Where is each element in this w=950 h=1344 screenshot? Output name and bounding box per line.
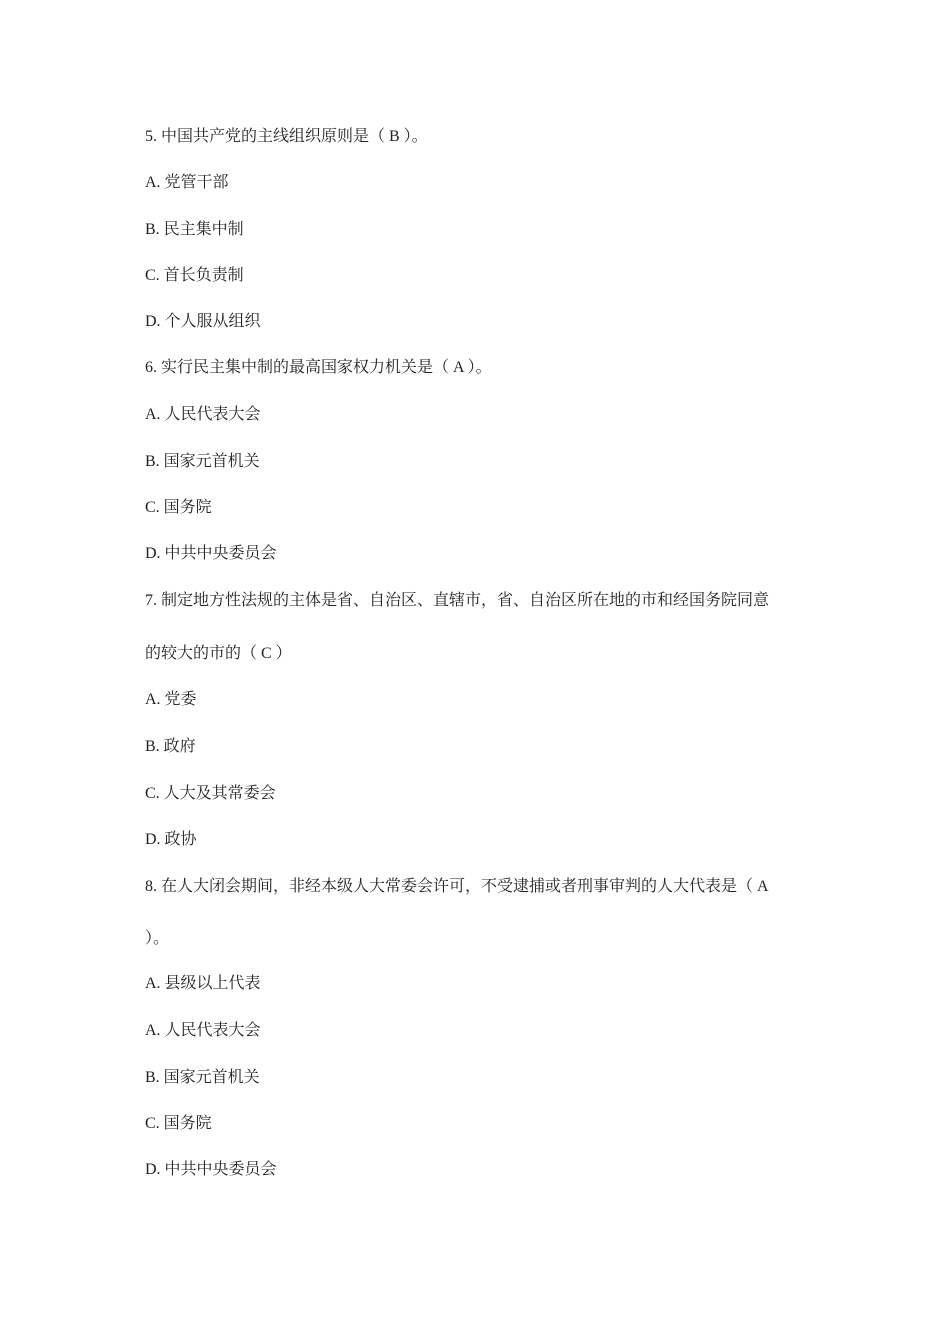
question-7-text-line-2: 的较大的市的（ C ） bbox=[145, 645, 292, 662]
question-5-text: 5. 中国共产党的主线组织原则是（ B ）。 bbox=[145, 128, 428, 145]
question-6-option-b: B. 国家元首机关 bbox=[145, 453, 260, 470]
question-5-option-d: D. 个人服从组织 bbox=[145, 313, 261, 330]
question-6-option-d: D. 中共中央委员会 bbox=[145, 545, 277, 562]
question-7-option-c: C. 人大及其常委会 bbox=[145, 785, 276, 802]
question-5-option-a: A. 党管干部 bbox=[145, 174, 229, 191]
question-6-option-a: A. 人民代表大会 bbox=[145, 406, 261, 423]
question-7-text-line-1: 7. 制定地方性法规的主体是省、自治区、直辖市，省、自治区所在地的市和经国务院同意 bbox=[145, 592, 770, 609]
question-5-option-c: C. 首长负责制 bbox=[145, 267, 244, 284]
question-8-option-b: B. 国家元首机关 bbox=[145, 1069, 260, 1086]
question-8-option-a-2: A. 人民代表大会 bbox=[145, 1022, 261, 1039]
question-8-option-a-1: A. 县级以上代表 bbox=[145, 975, 261, 992]
question-6-option-c: C. 国务院 bbox=[145, 499, 212, 516]
question-7-option-b: B. 政府 bbox=[145, 738, 196, 755]
question-8-text-line-2: ）。 bbox=[145, 930, 170, 947]
question-8-option-c: C. 国务院 bbox=[145, 1115, 212, 1132]
question-7-option-d: D. 政协 bbox=[145, 831, 197, 848]
question-7-option-a: A. 党委 bbox=[145, 691, 197, 708]
question-8-option-d: D. 中共中央委员会 bbox=[145, 1161, 277, 1178]
question-8-text-line-1: 8. 在人大闭会期间，非经本级人大常委会许可，不受逮捕或者刑事审判的人大代表是（ A bbox=[145, 878, 769, 895]
question-5-option-b: B. 民主集中制 bbox=[145, 221, 244, 238]
question-6-text: 6. 实行民主集中制的最高国家权力机关是（ A ）。 bbox=[145, 359, 492, 376]
